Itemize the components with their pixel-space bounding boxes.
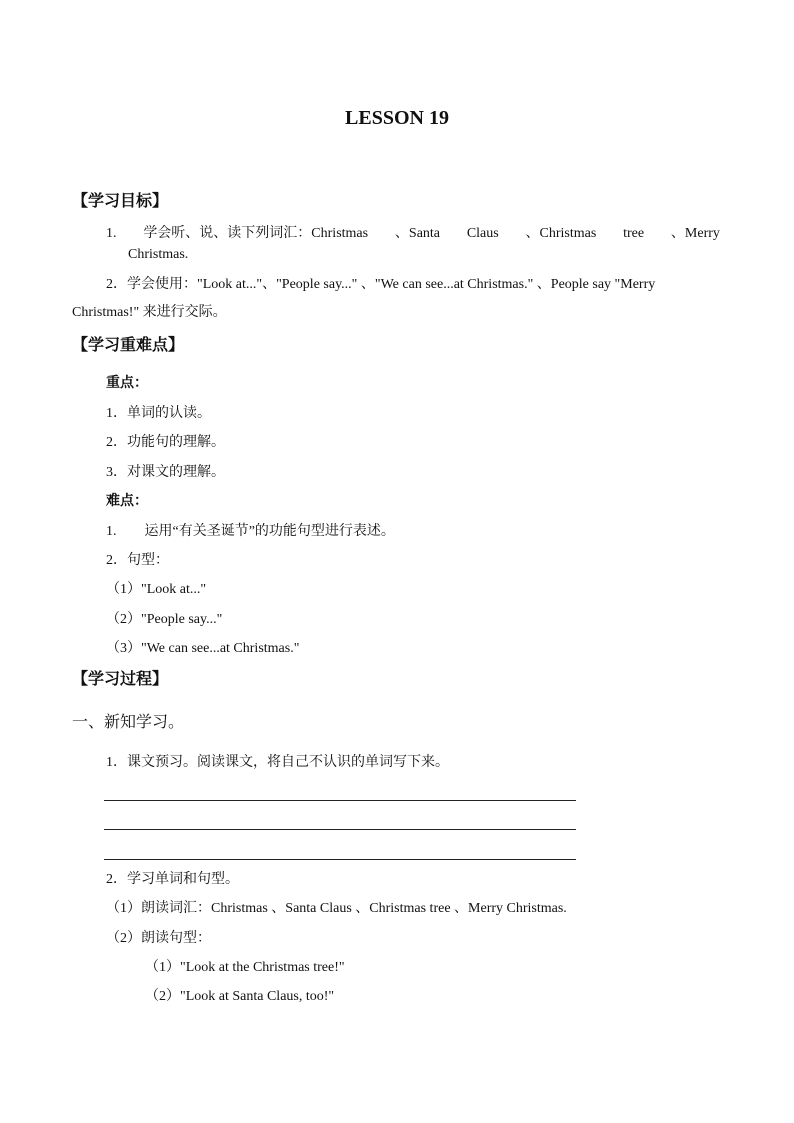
difficulty-label: 难点：: [106, 494, 148, 509]
task-preview: 1．课文预习。阅读课文，将自己不认识的单词写下来。: [106, 755, 449, 770]
objective-item-2-continuation: Christmas!" 来进行交际。: [72, 305, 227, 320]
task-read-words: （1）朗读词汇：Christmas 、Santa Claus 、Christmas tree 、Merry Christmas.: [106, 901, 567, 916]
sentence-item: （2）"Look at Santa Claus, too!": [145, 989, 335, 1004]
answer-line[interactable]: [104, 829, 576, 830]
answer-line[interactable]: [104, 800, 576, 801]
objective-item-1-part: Claus: [466, 226, 499, 241]
sentence-item: （1）"Look at the Christmas tree!": [145, 960, 345, 975]
objective-item-2: 2．学会使用："Look at..."、"People say..." 、"We can see...at Christmas." 、People say "Merry: [106, 277, 656, 292]
difficulty-item: 2．句型：: [106, 553, 169, 568]
objective-item-1-continuation: Christmas.: [128, 247, 189, 262]
focus-label: 重点：: [106, 376, 148, 391]
objective-item-1-part: 、Merry: [670, 226, 720, 241]
process-heading: 【学习过程】: [72, 671, 169, 688]
answer-line[interactable]: [104, 859, 576, 860]
focus-item: 1．单词的认读。: [106, 406, 211, 421]
objective-item-1-part: 1.: [106, 226, 117, 241]
objective-item-1-part: 、Christmas: [525, 226, 597, 241]
difficulty-item: （3）"We can see...at Christmas.": [106, 641, 300, 656]
difficulty-item: （2）"People say...": [106, 612, 223, 627]
difficulty-item: 1. 运用“有关圣诞节”的功能句型进行表述。: [106, 524, 395, 539]
page-title: LESSON 19: [345, 107, 449, 129]
task-study: 2．学习单词和句型。: [106, 872, 239, 887]
task-read-sentences: （2）朗读句型：: [106, 931, 211, 946]
objective-item-1: [106, 225, 720, 243]
objective-item-1-part: tree: [623, 226, 645, 241]
section-new-learning: 一、新知学习。: [72, 714, 185, 731]
focus-item: 2．功能句的理解。: [106, 435, 225, 450]
key-points-heading: 【学习重难点】: [72, 337, 185, 354]
objective-item-1-part: 学会听、说、读下列词汇：Christmas: [143, 226, 369, 241]
objectives-heading: 【学习目标】: [72, 193, 169, 210]
difficulty-item: （1）"Look at...": [106, 582, 207, 597]
focus-item: 3．对课文的理解。: [106, 465, 225, 480]
objective-item-1-part: 、Santa: [394, 226, 441, 241]
